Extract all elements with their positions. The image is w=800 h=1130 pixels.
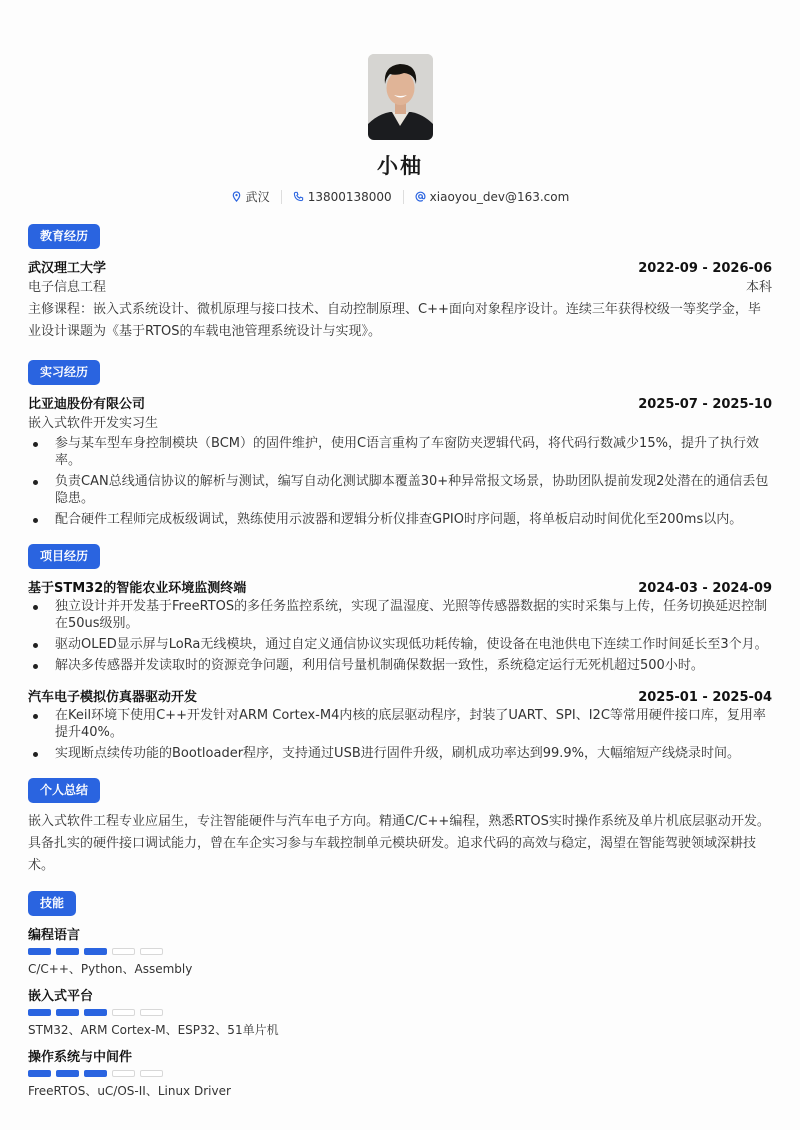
section-badge-internship: 实习经历 xyxy=(28,360,100,385)
avatar xyxy=(368,54,433,140)
internship-role: 嵌入式软件开发实习生 xyxy=(28,416,159,431)
project-item xyxy=(28,686,772,762)
skill-description: C/C++、Python、Assembly xyxy=(28,962,193,976)
skill-description: FreeRTOS、uC/OS-II、Linux Driver xyxy=(28,1084,231,1098)
portrait-photo-icon xyxy=(368,54,433,140)
major: 电子信息工程 xyxy=(28,280,107,295)
internship-header-row xyxy=(28,393,772,412)
level-segment-empty xyxy=(140,948,163,955)
level-segment-empty xyxy=(112,948,135,955)
project-item xyxy=(28,577,772,674)
list-item: 解决多传感器并发读取时的资源竞争问题，利用信号量机制确保数据一致性，系统稳定运行无死机超过500小时。 xyxy=(28,657,772,674)
phone-icon xyxy=(293,191,304,202)
project-header-row xyxy=(28,577,772,596)
project-header-row xyxy=(28,686,772,705)
section-skills xyxy=(28,891,772,1099)
list-item: 驱动OLED显示屏与LoRa无线模块，通过自定义通信协议实现低功耗传输，使设备在电池供电下连续工作时间延长至3个月。 xyxy=(28,636,772,653)
divider xyxy=(403,190,404,204)
skill-name: 操作系统与中间件 xyxy=(28,1050,133,1065)
candidate-name: 小柚 xyxy=(377,154,423,178)
degree: 本科 xyxy=(745,280,772,295)
contact-phone xyxy=(293,190,392,204)
list-item: 负责CAN总线通信协议的解析与测试，编写自动化测试脚本覆盖30+种异常报文场景，协助团队提前发现2处潜在的通信丢包隐患。 xyxy=(28,473,772,507)
project-bullets xyxy=(28,598,772,674)
level-segment-empty xyxy=(140,1009,163,1016)
internship-date: 2025-07 - 2025-10 xyxy=(638,397,772,412)
section-projects xyxy=(28,544,772,762)
level-segment-empty xyxy=(112,1070,135,1077)
company-name: 比亚迪股份有限公司 xyxy=(28,397,146,412)
contact-row xyxy=(28,188,772,205)
skill-item xyxy=(28,924,772,977)
list-item: 独立设计并开发基于FreeRTOS的多任务监控系统，实现了温湿度、光照等传感器数据的实时采集与上传，任务切换延迟控制在50us级别。 xyxy=(28,598,772,632)
education-header-row xyxy=(28,257,772,276)
project-title: 汽车电子模拟仿真器驱动开发 xyxy=(28,690,198,705)
skill-level-bar xyxy=(28,1070,772,1077)
section-internship xyxy=(28,360,772,528)
email-text: xiaoyou_dev@163.com xyxy=(429,189,570,204)
level-segment-empty xyxy=(140,1070,163,1077)
education-description: 主修课程：嵌入式系统设计、微机原理与接口技术、自动控制原理、C++面向对象程序设计。连续三年获得校级一等奖学金，毕业设计课题为《基于RTOS的车载电池管理系统设计与实现》。 xyxy=(28,302,761,339)
level-segment-filled xyxy=(56,1070,79,1077)
level-segment-filled xyxy=(56,948,79,955)
level-segment-filled xyxy=(84,948,107,955)
list-item: 实现断点续传功能的Bootloader程序，支持通过USB进行固件升级，刷机成功率达到99.9%，大幅缩短产线烧录时间。 xyxy=(28,745,772,762)
list-item: 参与某车型车身控制模块（BCM）的固件维护，使用C语言重构了车窗防夹逻辑代码，将代码行数减少15%，提升了执行效率。 xyxy=(28,435,772,469)
project-date: 2025-01 - 2025-04 xyxy=(638,690,772,705)
section-badge-education: 教育经历 xyxy=(28,224,100,249)
location-text: 武汉 xyxy=(245,190,270,204)
summary-text: 嵌入式软件工程专业应届生，专注智能硬件与汽车电子方向。精通C/C++编程，熟悉RTOS实时操作系统及单片机底层驱动开发。具备扎实的硬件接口调试能力，曾在车企实习参与车载控制单元模块研发。追求代码的高效与稳定，渴望在智能驾驶领域深耕技术。 xyxy=(28,814,770,873)
level-segment-filled xyxy=(84,1070,107,1077)
section-badge-skills: 技能 xyxy=(28,891,76,916)
level-segment-filled xyxy=(84,1009,107,1016)
level-segment-filled xyxy=(28,1009,51,1016)
list-item: 在Keil环境下使用C++开发针对ARM Cortex-M4内核的底层驱动程序，封装了UART、SPI、I2C等常用硬件接口库，复用率提升40%。 xyxy=(28,707,772,741)
level-segment-filled xyxy=(56,1009,79,1016)
skill-item xyxy=(28,1046,772,1099)
skill-level-bar xyxy=(28,948,772,955)
education-date: 2022-09 - 2026-06 xyxy=(638,261,772,276)
skill-level-bar xyxy=(28,1009,772,1016)
contact-email[interactable] xyxy=(415,190,570,204)
skill-name: 编程语言 xyxy=(28,928,81,943)
project-bullets xyxy=(28,707,772,762)
contact-location xyxy=(231,188,270,205)
skill-item xyxy=(28,985,772,1038)
section-education xyxy=(28,224,772,343)
section-badge-summary: 个人总结 xyxy=(28,778,100,803)
skill-name: 嵌入式平台 xyxy=(28,989,94,1004)
divider xyxy=(281,190,282,204)
section-summary xyxy=(28,778,772,877)
school-name: 武汉理工大学 xyxy=(28,261,107,276)
project-title: 基于STM32的智能农业环境监测终端 xyxy=(28,581,247,596)
list-item: 配合硬件工程师完成板级调试，熟练使用示波器和逻辑分析仪排查GPIO时序问题，将单板启动时间优化至200ms以内。 xyxy=(28,511,772,528)
internship-bullets xyxy=(28,435,772,528)
resume-header xyxy=(28,0,772,205)
phone-text: 13800138000 xyxy=(307,189,392,204)
level-segment-filled xyxy=(28,1070,51,1077)
skill-description: STM32、ARM Cortex-M、ESP32、51单片机 xyxy=(28,1023,279,1037)
level-segment-empty xyxy=(112,1009,135,1016)
section-badge-projects: 项目经历 xyxy=(28,544,100,569)
at-sign-icon xyxy=(415,191,426,202)
project-date: 2024-03 - 2024-09 xyxy=(638,581,772,596)
education-sub-row xyxy=(28,276,772,295)
level-segment-filled xyxy=(28,948,51,955)
location-pin-icon xyxy=(231,191,242,202)
